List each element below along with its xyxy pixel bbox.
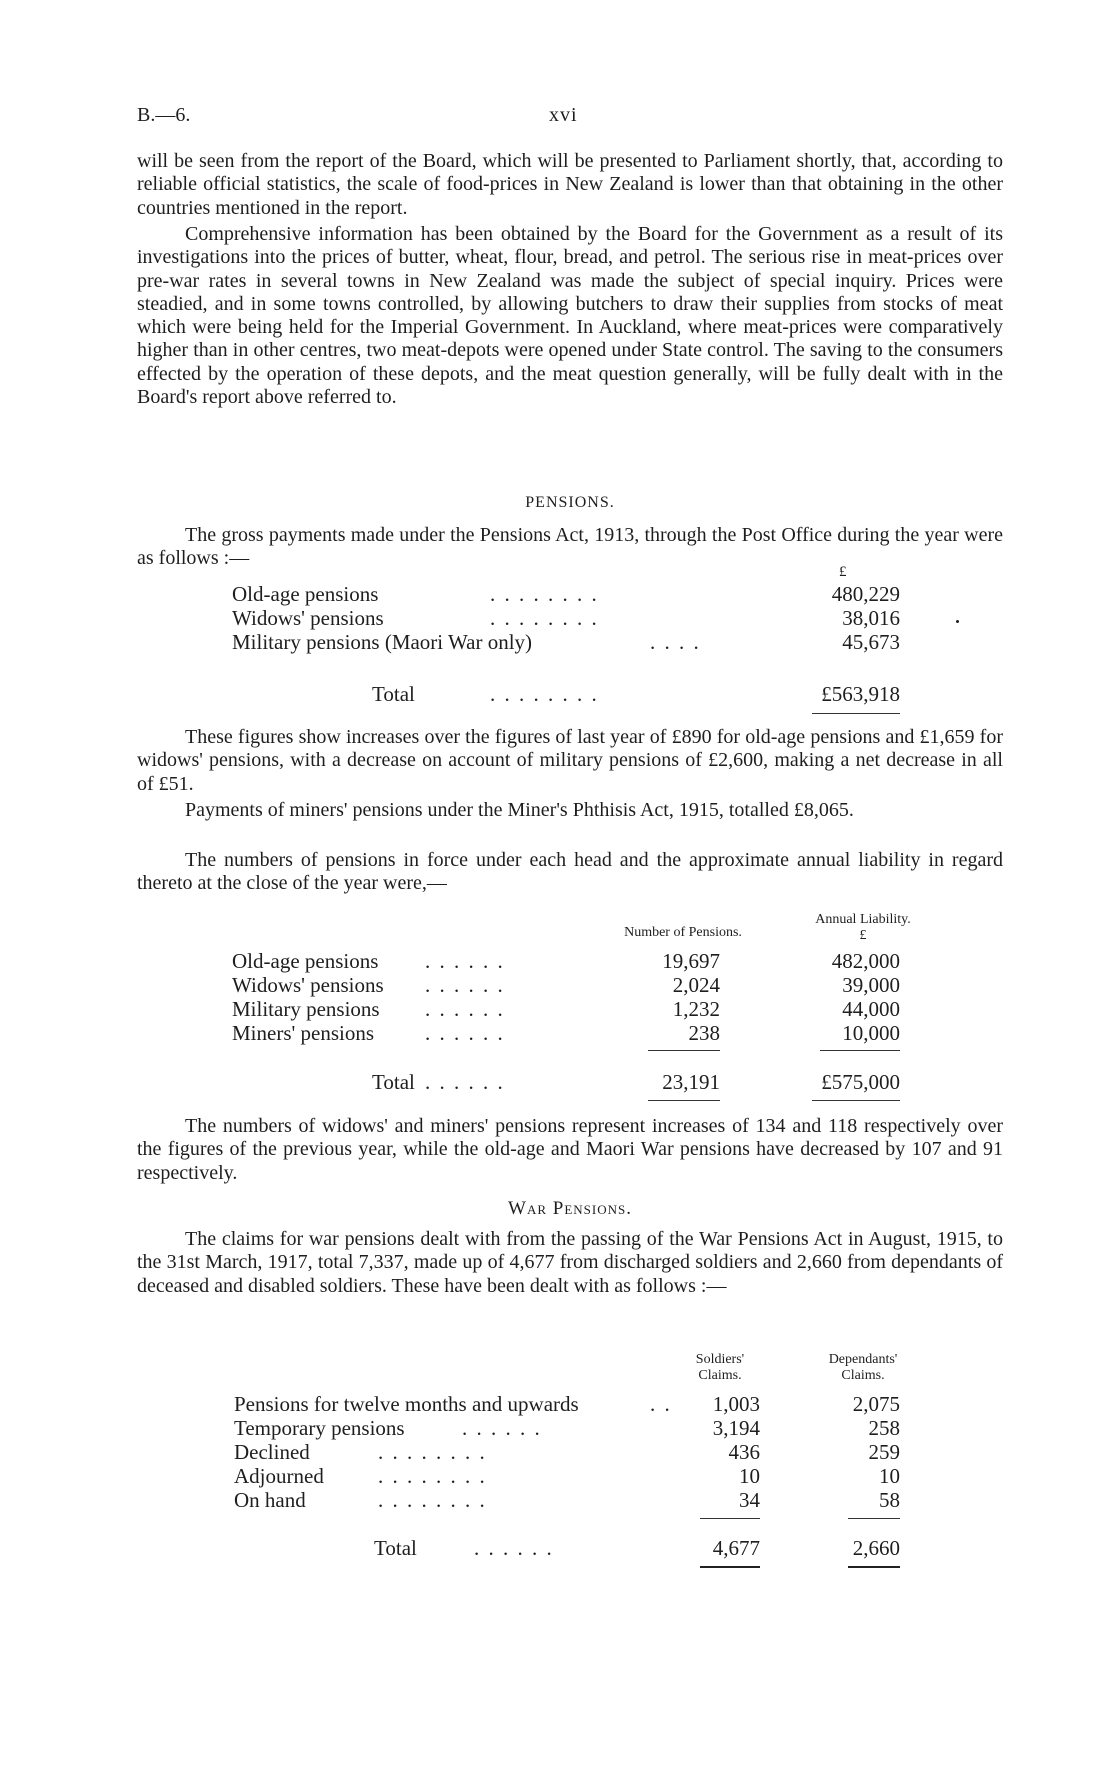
col-header-annual-liability-label: Annual Liability. (815, 912, 911, 927)
pensions-in-force-liability: 482,000 (831, 949, 900, 973)
pensions-in-force-label: Miners' pensions (232, 1021, 375, 1045)
payments-row (0, 630, 1114, 656)
leader-dots: . . . . . . (462, 1416, 542, 1440)
war-claims-soldiers: 10 (739, 1464, 760, 1488)
pensions-in-force-row (0, 949, 1114, 975)
payments-row-amount: 45,673 (842, 630, 900, 654)
leader-dots: . . . . . . (474, 1536, 554, 1560)
pensions-in-force-liability: 39,000 (842, 973, 900, 997)
leader-dots: . . . . . . (425, 949, 505, 973)
leader-dots: . . . . . . . . (378, 1440, 487, 1464)
war-claims-row (0, 1392, 1114, 1418)
payments-row (0, 582, 1114, 608)
leader-dots: . . . . . . (425, 1021, 505, 1045)
war-claims-total-dependants: 2,660 (852, 1536, 900, 1560)
pensions-increase-paragraph: These figures show increases over the figures of last year of £890 for old-age pensions and £1,659 for widows' pensions, with a decrease on account of military pensions of £2,600, making a net decrease in all of £51. (137, 726, 1003, 795)
war-pensions-paragraph: The claims for war pensions dealt with from the passing of the War Pensions Act in August, 1915, to the 31st March, 1917, total 7,337, made up of 4,677 from discharged soldiers and 2,660 from dependants of deceased and disabled soldiers. These have been dealt with as follows :— (137, 1228, 1003, 1297)
war-claims-label: Declined (234, 1440, 310, 1464)
total-rule-soldiers (700, 1566, 760, 1568)
payments-row-label: Military pensions (Maori War only) (232, 630, 533, 654)
total-underline-rule (812, 713, 900, 714)
col-header-annual-liability-unit: £ (859, 928, 867, 943)
war-claims-row (0, 1464, 1114, 1490)
col-header-annual-liability (783, 912, 943, 944)
war-claims-row (0, 1488, 1114, 1514)
war-claims-label: Adjourned (234, 1464, 324, 1488)
page-number: xvi (549, 104, 578, 126)
col-header-soldiers-claims (670, 1352, 770, 1384)
war-claims-dependants: 258 (868, 1416, 900, 1440)
pensions-intro-paragraph: The gross payments made under the Pensions Act, 1913, through the Post Office during the year were as follows :— (137, 524, 1003, 570)
war-claims-soldiers: 1,003 (712, 1392, 760, 1416)
war-claims-label: On hand (234, 1488, 306, 1512)
payments-total-label: Total (372, 682, 415, 706)
total-rule-number (648, 1100, 720, 1101)
pensions-in-force-row (0, 997, 1114, 1023)
leader-dots: . . . . . . . . (378, 1488, 487, 1512)
miners-pensions-paragraph: Payments of miners' pensions under the Miner's Phthisis Act, 1915, totalled £8,065. (185, 799, 854, 821)
leader-dots: . . (650, 1392, 672, 1416)
payments-row (0, 606, 1114, 632)
payments-row-label: Widows' pensions (232, 606, 384, 630)
leader-dots: . . . . . . . . (490, 582, 599, 606)
subtotal-rule-number (648, 1050, 720, 1051)
intro-paragraph-continued: will be seen from the report of the Board, which will be presented to Parliament shortly, that, according to reliable official statistics, the scale of food-prices in New Zealand is lower than that obtaining in the other countries mentioned in the report. (137, 150, 1003, 219)
pensions-in-force-label: Old-age pensions (232, 949, 379, 973)
pensions-in-force-liability: 44,000 (842, 997, 900, 1021)
war-claims-total-label: Total (374, 1536, 417, 1560)
print-speck (956, 620, 959, 623)
col-header-dependants-claims-line1: Dependants' (828, 1352, 898, 1367)
total-rule-liability (812, 1100, 900, 1101)
war-claims-soldiers: 436 (728, 1440, 760, 1464)
leader-dots: . . . . . . . . (378, 1464, 487, 1488)
war-claims-soldiers: 34 (739, 1488, 760, 1512)
pensions-changes-paragraph: The numbers of widows' and miners' pensions represent increases of 134 and 118 respectively over the figures of the previous year, while the old-age and Maori War pensions have decreased by 107 and 91 respectively. (137, 1115, 1003, 1184)
war-claims-total-row (0, 1536, 1114, 1562)
pensions-in-force-liability: 10,000 (842, 1021, 900, 1045)
war-claims-dependants: 10 (879, 1464, 900, 1488)
war-claims-dependants: 259 (868, 1440, 900, 1464)
war-claims-row (0, 1416, 1114, 1442)
war-claims-label: Pensions for twelve months and upwards (234, 1392, 579, 1416)
war-claims-label: Temporary pensions (234, 1416, 405, 1440)
war-claims-dependants: 2,075 (852, 1392, 900, 1416)
pensions-in-force-row (0, 1021, 1114, 1047)
pensions-in-force-number: 19,697 (662, 949, 720, 973)
pensions-in-force-total-row (0, 1070, 1114, 1096)
pensions-in-force-total-liability: £575,000 (821, 1070, 900, 1094)
pensions-in-force-number: 2,024 (672, 973, 720, 997)
col-header-dependants-claims (808, 1352, 918, 1384)
report-reference: B.—6. (137, 104, 191, 126)
col-header-dependants-claims-line2: Claims. (841, 1368, 885, 1383)
col-header-soldiers-claims-line2: Claims. (698, 1368, 742, 1383)
pensions-in-force-total-label: Total (372, 1070, 415, 1094)
pensions-in-force-number: 238 (688, 1021, 720, 1045)
war-claims-row (0, 1440, 1114, 1466)
payments-row-amount: 38,016 (842, 606, 900, 630)
pensions-in-force-row (0, 973, 1114, 999)
pensions-in-force-number: 1,232 (672, 997, 720, 1021)
subtotal-rule-soldiers (700, 1518, 760, 1519)
war-claims-total-soldiers: 4,677 (712, 1536, 760, 1560)
subtotal-rule-dependants (848, 1518, 900, 1519)
war-pensions-heading: War Pensions. (508, 1198, 632, 1219)
pensions-in-force-label: Military pensions (232, 997, 380, 1021)
payments-row-label: Old-age pensions (232, 582, 379, 606)
page-header (137, 104, 1003, 132)
payments-total-amount: £563,918 (821, 682, 900, 706)
subtotal-rule-liability (820, 1050, 900, 1051)
total-rule-dependants (848, 1566, 900, 1568)
leader-dots: . . . . . . (425, 973, 505, 997)
pensions-in-force-intro-paragraph: The numbers of pensions in force under each head and the approximate annual liability in regard thereto at the close of the year were,— (137, 849, 1003, 895)
pensions-in-force-label: Widows' pensions (232, 973, 384, 997)
intro-paragraph-information: Comprehensive information has been obtained by the Board for the Government as a result of its investigations into the prices of butter, wheat, flour, bread, and petrol. The serious rise in meat-prices over pre-war rates in several towns in New Zealand was made the subject of special inquiry. Prices were steadied, and in some towns controlled, by allowing butchers to draw their supplies from stocks of meat which were being held for the Imperial Government. In Auckland, where meat-prices were comparatively higher than in other centres, two meat-depots were opened under State control. The saving to the consumers effected by the operation of these depots, and the meat question generally, will be fully dealt with in the Board's report above referred to. (137, 223, 1003, 409)
col-header-soldiers-claims-line1: Soldiers' (695, 1352, 745, 1367)
leader-dots: . . . . . . (425, 1070, 505, 1094)
pensions-heading: PENSIONS. (525, 494, 615, 511)
payments-row-amount: 480,229 (831, 582, 900, 606)
leader-dots: . . . . . . (425, 997, 505, 1021)
leader-dots: . . . . (650, 630, 701, 654)
payments-currency-label: £ (839, 564, 847, 580)
col-header-number-of-pensions: Number of Pensions. (624, 925, 742, 940)
payments-total-row (0, 682, 1114, 708)
pensions-in-force-total-number: 23,191 (662, 1070, 720, 1094)
war-claims-dependants: 58 (879, 1488, 900, 1512)
leader-dots: . . . . . . . . (490, 606, 599, 630)
war-claims-soldiers: 3,194 (712, 1416, 760, 1440)
leader-dots: . . . . . . . . (490, 682, 599, 706)
